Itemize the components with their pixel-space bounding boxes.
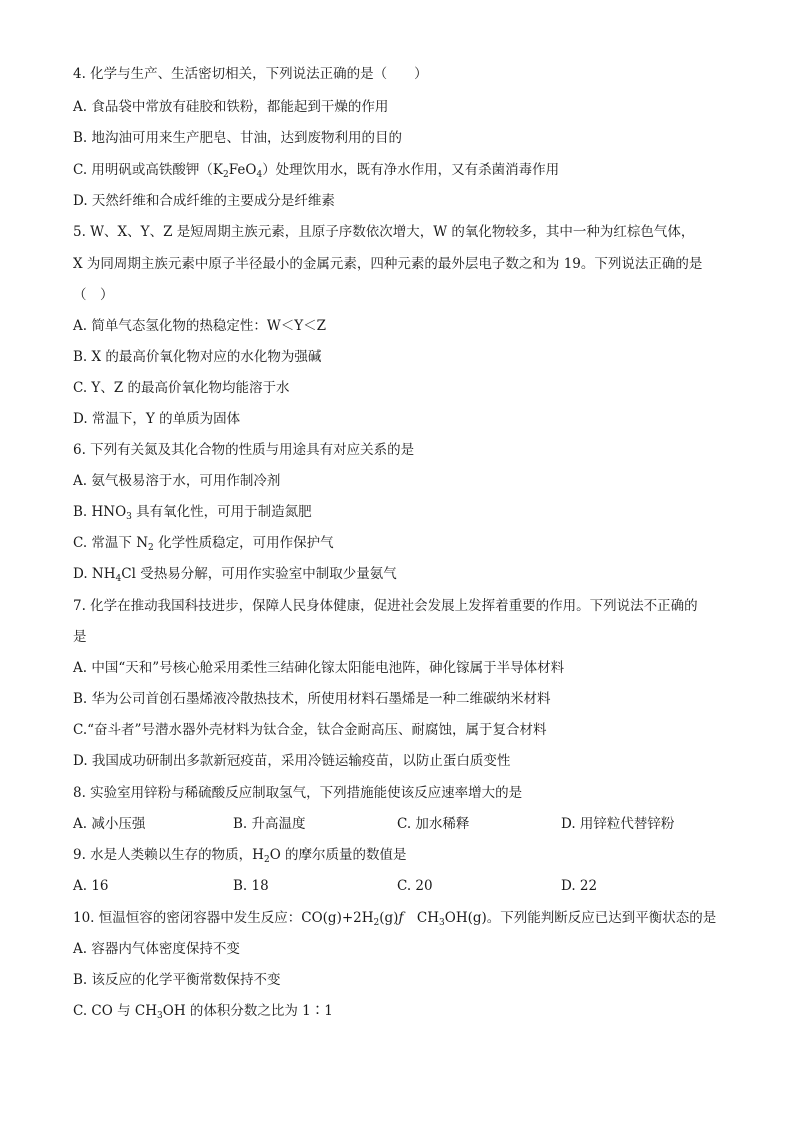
q6-option-b: B. $HNO_3$ 具有氧化性，可用于制造氮肥 bbox=[73, 504, 312, 522]
q4-option-c: C. 用明矾或高铁酸钾$(K_2FeO_4)$处理饮用水，既有净水作用，又有杀菌消毒作用 bbox=[73, 162, 560, 180]
q9-option-c: C. 20 bbox=[397, 878, 433, 894]
q6-stem: 6. 下列有关氮及其化合物的性质与用途具有对应关系的是 bbox=[73, 442, 415, 458]
q6-option-c: C. 常温下 $N_2$ 化学性质稳定，可用作保护气 bbox=[73, 535, 334, 553]
q6-option-a: A. 氨气极易溶于水，可用作制冷剂 bbox=[73, 473, 281, 489]
q5-option-a: A. 简单气态氢化物的热稳定性：W＜Y＜Z bbox=[73, 318, 326, 334]
q9-option-b: B. 18 bbox=[233, 878, 269, 894]
q7-option-c: C.“奋斗者”号潜水器外壳材料为钛合金，钛合金耐高压、耐腐蚀，属于复合材料 bbox=[73, 722, 547, 738]
q5-option-d: D. 常温下，Y 的单质为固体 bbox=[73, 411, 241, 427]
q4-option-a: A. 食品袋中常放有硅胶和铁粉，都能起到干燥的作用 bbox=[73, 99, 389, 115]
q8-option-d: D. 用锌粒代替锌粉 bbox=[561, 816, 675, 832]
q9-option-d: D. 22 bbox=[561, 878, 598, 894]
q5-option-c: C. Y、Z 的最高价氧化物均能溶于水 bbox=[73, 380, 290, 396]
q4-option-b: B. 地沟油可用来生产肥皂、甘油，达到废物利用的目的 bbox=[73, 130, 403, 146]
q7-option-d: D. 我国成功研制出多款新冠疫苗，采用冷链运输疫苗，以防止蛋白质变性 bbox=[73, 753, 511, 769]
q7-stem-line2: 是 bbox=[73, 629, 87, 645]
q10-stem: 10. 恒温恒容的密闭容器中发生反应：$CO(g)+2H_2(g)ƒ$ $CH_3OH(g)$。下列能判断反应已达到平衡状态的是 bbox=[73, 910, 717, 928]
q10-option-a: A. 容器内气体密度保持不变 bbox=[73, 941, 240, 957]
q8-stem: 8. 实验室用锌粉与稀硫酸反应制取氢气，下列措施能使该反应速率增大的是 bbox=[73, 785, 523, 801]
q7-stem-line1: 7. 化学在推动我国科技进步，保障人民身体健康，促进社会发展上发挥着重要的作用。下列说法不正确的 bbox=[73, 598, 698, 614]
equilibrium-arrow-symbol: ƒ bbox=[398, 910, 404, 926]
q4-option-d: D. 天然纤维和合成纤维的主要成分是纤维素 bbox=[73, 193, 335, 209]
q8-option-c: C. 加水稀释 bbox=[397, 816, 470, 832]
q5-stem-line1: 5. W、X、Y、Z 是短周期主族元素，且原子序数依次增大，W 的氧化物较多，其中一种为红棕色气体， bbox=[73, 224, 695, 240]
q6-option-d: D. $NH_4Cl$ 受热易分解，可用作实验室中制取少量氨气 bbox=[73, 566, 397, 584]
q9-option-a: A. 16 bbox=[73, 878, 109, 894]
q7-option-b: B. 华为公司首创石墨烯液冷散热技术，所使用材料石墨烯是一种二维碳纳米材料 bbox=[73, 691, 551, 707]
q10-option-b: B. 该反应的化学平衡常数保持不变 bbox=[73, 972, 281, 988]
q9-options bbox=[73, 876, 733, 896]
q9-stem: 9. 水是人类赖以生存的物质，$H_2O$ 的摩尔质量的数值是 bbox=[73, 847, 407, 865]
q5-stem-line2: X 为同周期主族元素中原子半径最小的金属元素，四种元素的最外层电子数之和为 19。下列说法正确的是 bbox=[73, 256, 703, 272]
q8-option-a: A. 减小压强 bbox=[73, 816, 146, 832]
q4-stem: 4. 化学与生产、生活密切相关，下列说法正确的是（ ） bbox=[73, 66, 428, 82]
q7-option-a: A. 中国“天和”号核心舱采用柔性三结砷化镓太阳能电池阵，砷化镓属于半导体材料 bbox=[73, 660, 565, 676]
q8-option-b: B. 升高温度 bbox=[233, 816, 306, 832]
q5-option-b: B. X 的最高价氧化物对应的水化物为强碱 bbox=[73, 349, 322, 365]
q8-options bbox=[73, 814, 733, 834]
q5-stem-line3: （ ） bbox=[73, 287, 114, 303]
q10-option-c: C. CO 与 $CH_3OH$ 的体积分数之比为 1∶1 bbox=[73, 1003, 333, 1021]
